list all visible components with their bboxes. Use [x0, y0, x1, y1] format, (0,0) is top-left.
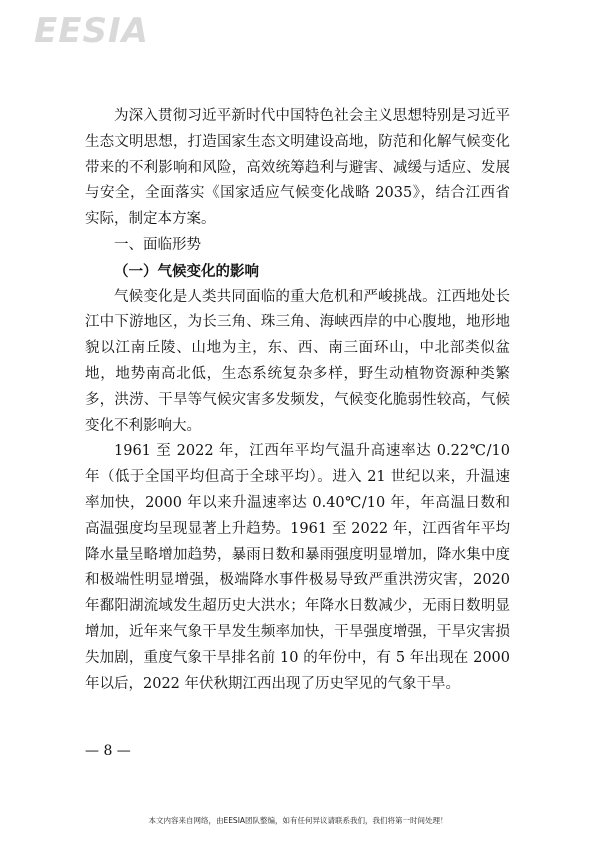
paragraph-temperature-precipitation: 1961 至 2022 年，江西年平均气温升高速率达 0.22℃/10 年（低于全国平均但高于全球平均）。进入 21 世纪以来，升温速率加快，2000 年以来升温速率达 0.40℃/10 年，年高温日数和高温强度均呈现显著上升趋势。1961 至 2022 年，江西省年平均降水量呈略增加趋势，暴雨日数和暴雨强度明显增加，降水集中度和极端性明显增强，极端降水事件极易导致严重洪涝灾害，2020 年鄱阳湖流域发生超历史大洪水；年降水日数减少，无雨日数明显增加，近年来气象干旱发生频率加快，干旱强度增强，干旱灾害损失加剧，重度气象干旱排名前 10 的年份中，有 5 年出现在 2000 年以后，2022 年伏秋期江西出现了历史罕见的气象干旱。 [85, 443, 510, 692]
section-heading: 一、面临形势 [114, 236, 201, 253]
document-body [85, 104, 510, 697]
page-number: — 8 — [85, 743, 131, 759]
intro-paragraph: 为深入贯彻习近平新时代中国特色社会主义思想特别是习近平生态文明思想，打造国家生态文明建设高地，防范和化解气候变化带来的不利影响和风险，高效统筹趋利与避害、减缓与适应、发展与安全，全面落实《国家适应气候变化战略 2035》，结合江西省实际，制定本方案。 [85, 108, 510, 228]
footer-disclaimer: 本文内容来自网络，由EESIA团队整编，如有任何异议请联系我们，我们将第一时间处理！ [148, 816, 448, 825]
paragraph-climate-impact: 气候变化是人类共同面临的重大危机和严峻挑战。江西地处长江中下游地区，为长三角、珠三角、海峡西岸的中心腹地，地形地貌以江南丘陵、山地为主，东、西、南三面环山，中北部类似盆地，地势南高北低，生态系统复杂多样，野生动植物资源种类繁多，洪涝、干旱等气候灾害多发频发，气候变化脆弱性较高，气候变化不利影响大。 [85, 288, 510, 434]
subsection-heading: （一）气候变化的影响 [114, 262, 259, 280]
eesia-logo: EESIA [34, 11, 149, 51]
